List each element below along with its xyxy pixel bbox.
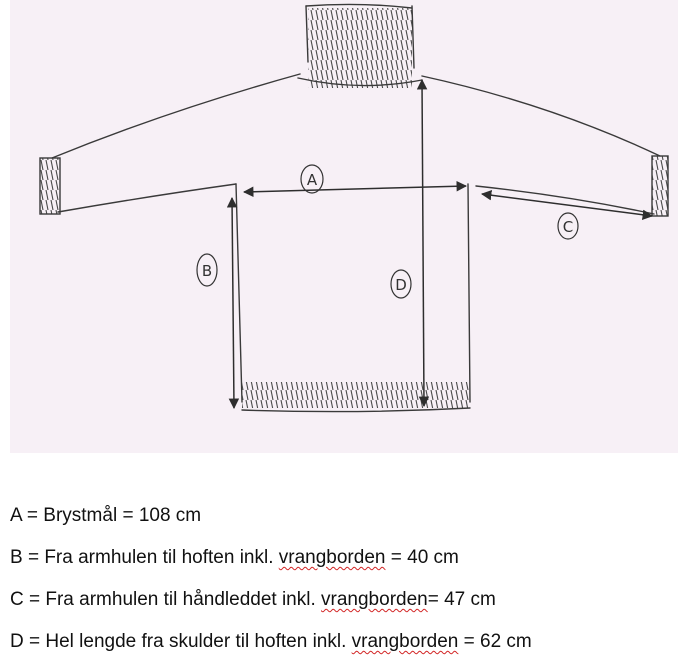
- sweater-sketch: [10, 0, 678, 453]
- legend-d-value: = 62 cm: [458, 631, 532, 652]
- svg-text:A: A: [306, 171, 318, 189]
- legend-line-a: [10, 504, 201, 528]
- legend-line-b: [10, 546, 459, 570]
- collar-ribbing: [308, 8, 412, 88]
- spellcheck-word: vrangborden: [278, 547, 386, 568]
- legend-c-text: C = Fra armhulen til håndleddet inkl.: [10, 589, 322, 610]
- legend-line-d: [10, 630, 532, 654]
- sweater-drawing: [10, 0, 678, 453]
- legend-b-text: B = Fra armhulen til hoften inkl.: [10, 547, 279, 568]
- spellcheck-word: vrangborden: [351, 631, 459, 652]
- spellcheck-word: vrangborden: [321, 589, 428, 610]
- legend-a-text: A = Brystmål = 108 cm: [10, 505, 202, 526]
- right-cuff: [652, 156, 668, 216]
- legend-b-value: = 40 cm: [385, 547, 459, 568]
- legend-d-text: D = Hel lengde fra skulder til hoften inkl.: [10, 631, 352, 652]
- hem-ribbing: [242, 382, 470, 408]
- svg-text:D: D: [395, 276, 407, 294]
- legend-line-c: [10, 588, 496, 612]
- svg-text:B: B: [201, 262, 213, 280]
- left-cuff: [40, 158, 60, 214]
- legend-c-value: = 47 cm: [427, 589, 496, 610]
- svg-text:C: C: [562, 218, 574, 236]
